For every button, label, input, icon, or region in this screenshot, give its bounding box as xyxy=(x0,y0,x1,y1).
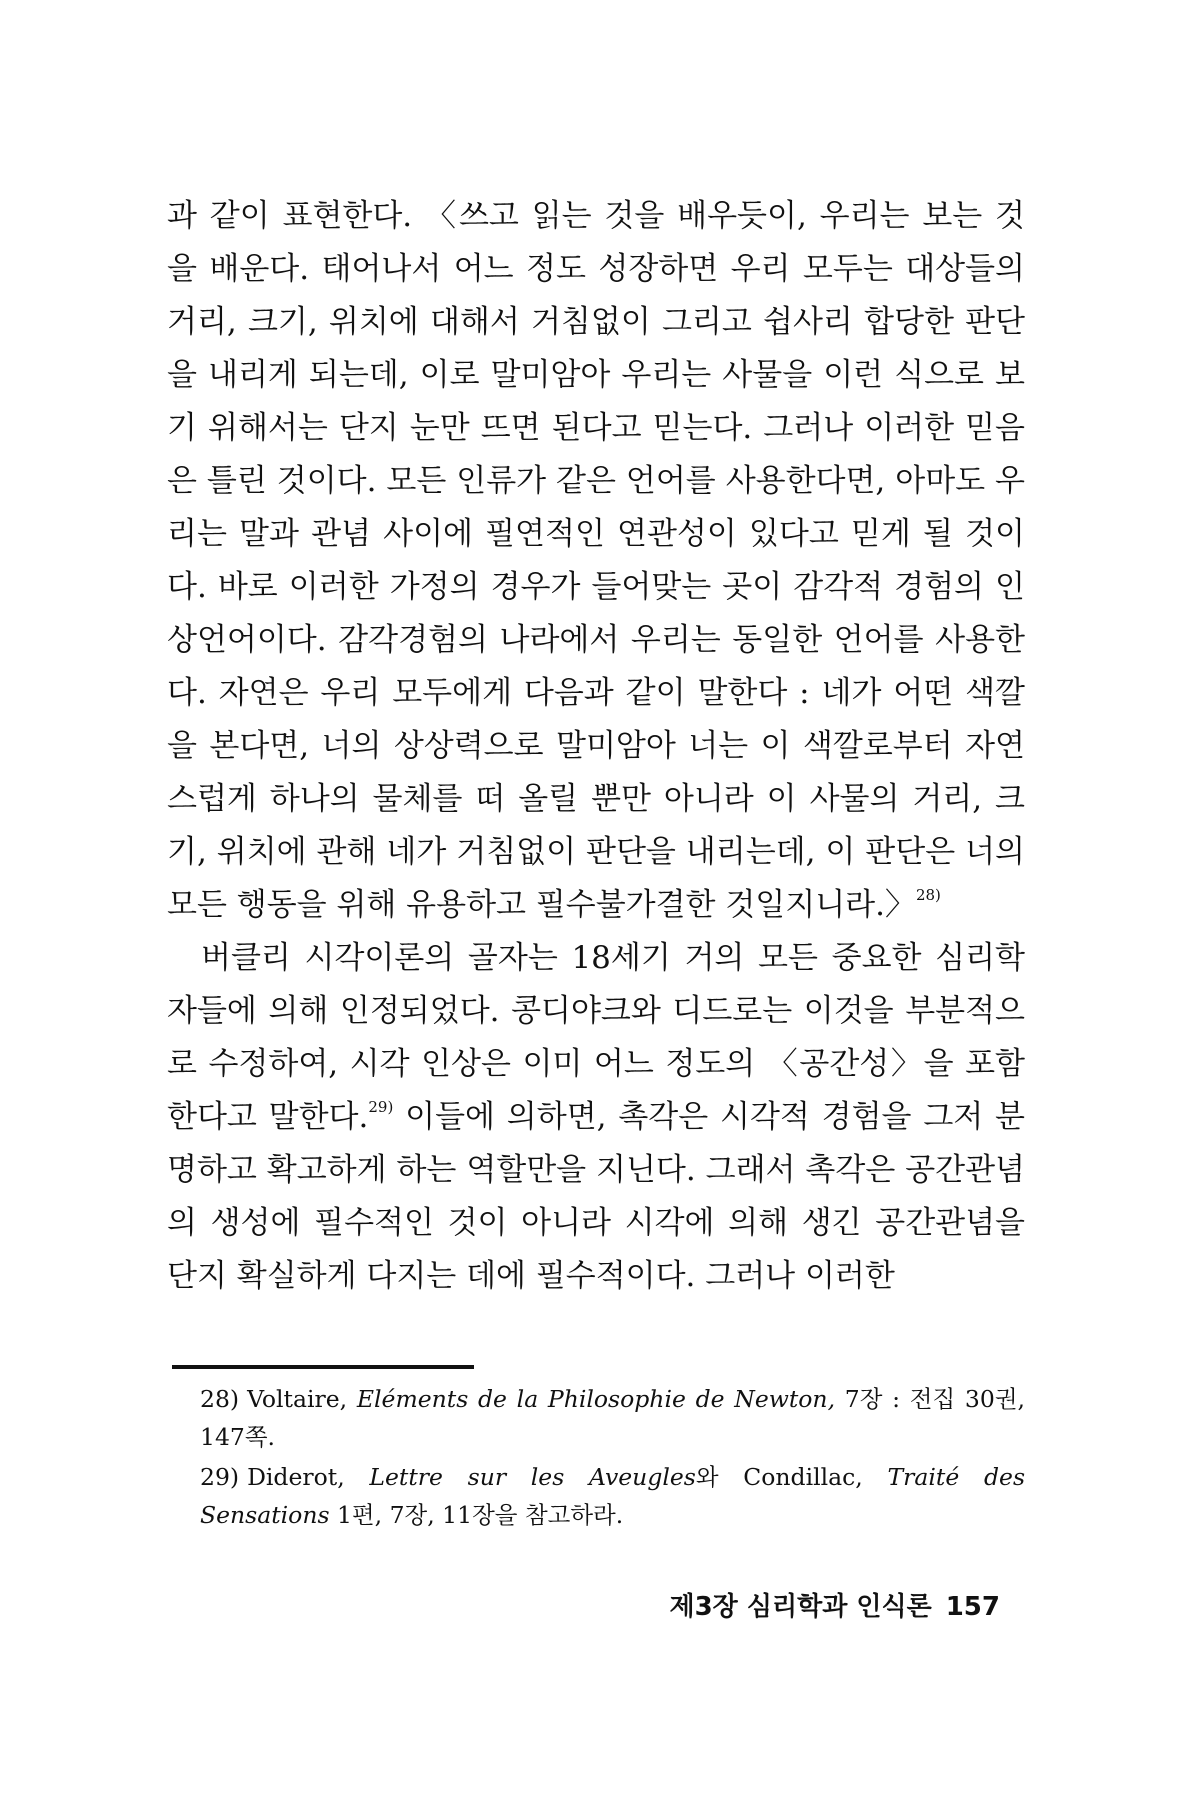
footnote-divider xyxy=(172,1365,474,1369)
paragraph xyxy=(167,190,1025,932)
footnote xyxy=(200,1458,1025,1534)
paragraph-text: 이들에 의하면, 촉각은 시각적 경험을 그저 분명하고 확고하게 하는 역할만을 지닌다. 그래서 촉각은 공간관념의 생성에 필수적인 것이 아니라 시각에 의해 생긴 공간관념을 단지 확실하게 다지는 데에 필수적이다. 그러나 이러한 xyxy=(167,1099,1025,1294)
footnotes xyxy=(200,1380,1025,1536)
footnote-author: Voltaire, xyxy=(247,1385,348,1413)
footnote-number: 28) xyxy=(200,1385,240,1413)
page-number: 157 xyxy=(945,1592,1000,1622)
footnote-text: 1편, 7장, 11장을 참고하라. xyxy=(329,1501,624,1529)
footnote-text: 와 Condillac, xyxy=(695,1463,863,1491)
footnote xyxy=(200,1380,1025,1456)
paragraph-text: 버클리 시각이론의 골자는 18세기 거의 모든 중요한 심리학자들에 의해 인정되었다. 콩디야크와 디드로는 이것을 부분적으로 수정하여, 시각 인상은 이미 어느 정도의 〈공간성〉을 포함한다고 말한다. xyxy=(167,940,1025,1135)
page-footer xyxy=(669,1586,1000,1623)
footnote-text: 7장 : 전집 30권, 147쪽. xyxy=(200,1385,1025,1451)
footnote-title: Eléments de la Philosophie de Newton, xyxy=(356,1385,836,1413)
footnote-title: Traité des Sensations xyxy=(200,1463,1026,1529)
paragraph xyxy=(167,932,1025,1303)
paragraph-text: 과 같이 표현한다. 〈쓰고 읽는 것을 배우듯이, 우리는 보는 것을 배운다. 태어나서 어느 정도 성장하면 우리 모두는 대상들의 거리, 크기, 위치에 대해서 거침없이 그리고 쉽사리 합당한 판단을 내리게 되는데, 이로 말미암아 우리는 사물을 이런 식으로 보기 위해서는 단지 눈만 뜨면 된다고 믿는다. 그러나 이러한 믿음은 틀린 것이다. 모든 인류가 같은 언어를 사용한다면, 아마도 우리는 말과 관념 사이에 필연적인 연관성이 있다고 믿게 될 것이다. 바로 이러한 가정의 경우가 들어맞는 곳이 감각적 경험의 인상언어이다. 감각경험의 나라에서 우리는 동일한 언어를 사용한다. 자연은 우리 모두에게 다음과 같이 말한다 : 네가 어떤 색깔을 본다면, 너의 상상력으로 말미암아 너는 이 색깔로부터 자연스럽게 하나의 물체를 떠 올릴 뿐만 아니라 이 사물의 거리, 크기, 위치에 관해 네가 거침없이 판단을 내리는데, 이 판단은 너의 모든 행동을 위해 유용하고 필수불가결한 것일지니라.〉 xyxy=(167,198,1025,923)
footnote-title: Lettre sur les Aveugles xyxy=(369,1463,696,1491)
running-head: 제3장 심리학과 인식론 xyxy=(669,1592,932,1622)
footnote-author: Diderot, xyxy=(247,1463,345,1491)
footnote-ref: 28) xyxy=(915,885,941,904)
footnote-ref: 29) xyxy=(368,1097,394,1116)
footnote-number: 29) xyxy=(200,1463,240,1491)
body-text xyxy=(167,190,1025,1303)
